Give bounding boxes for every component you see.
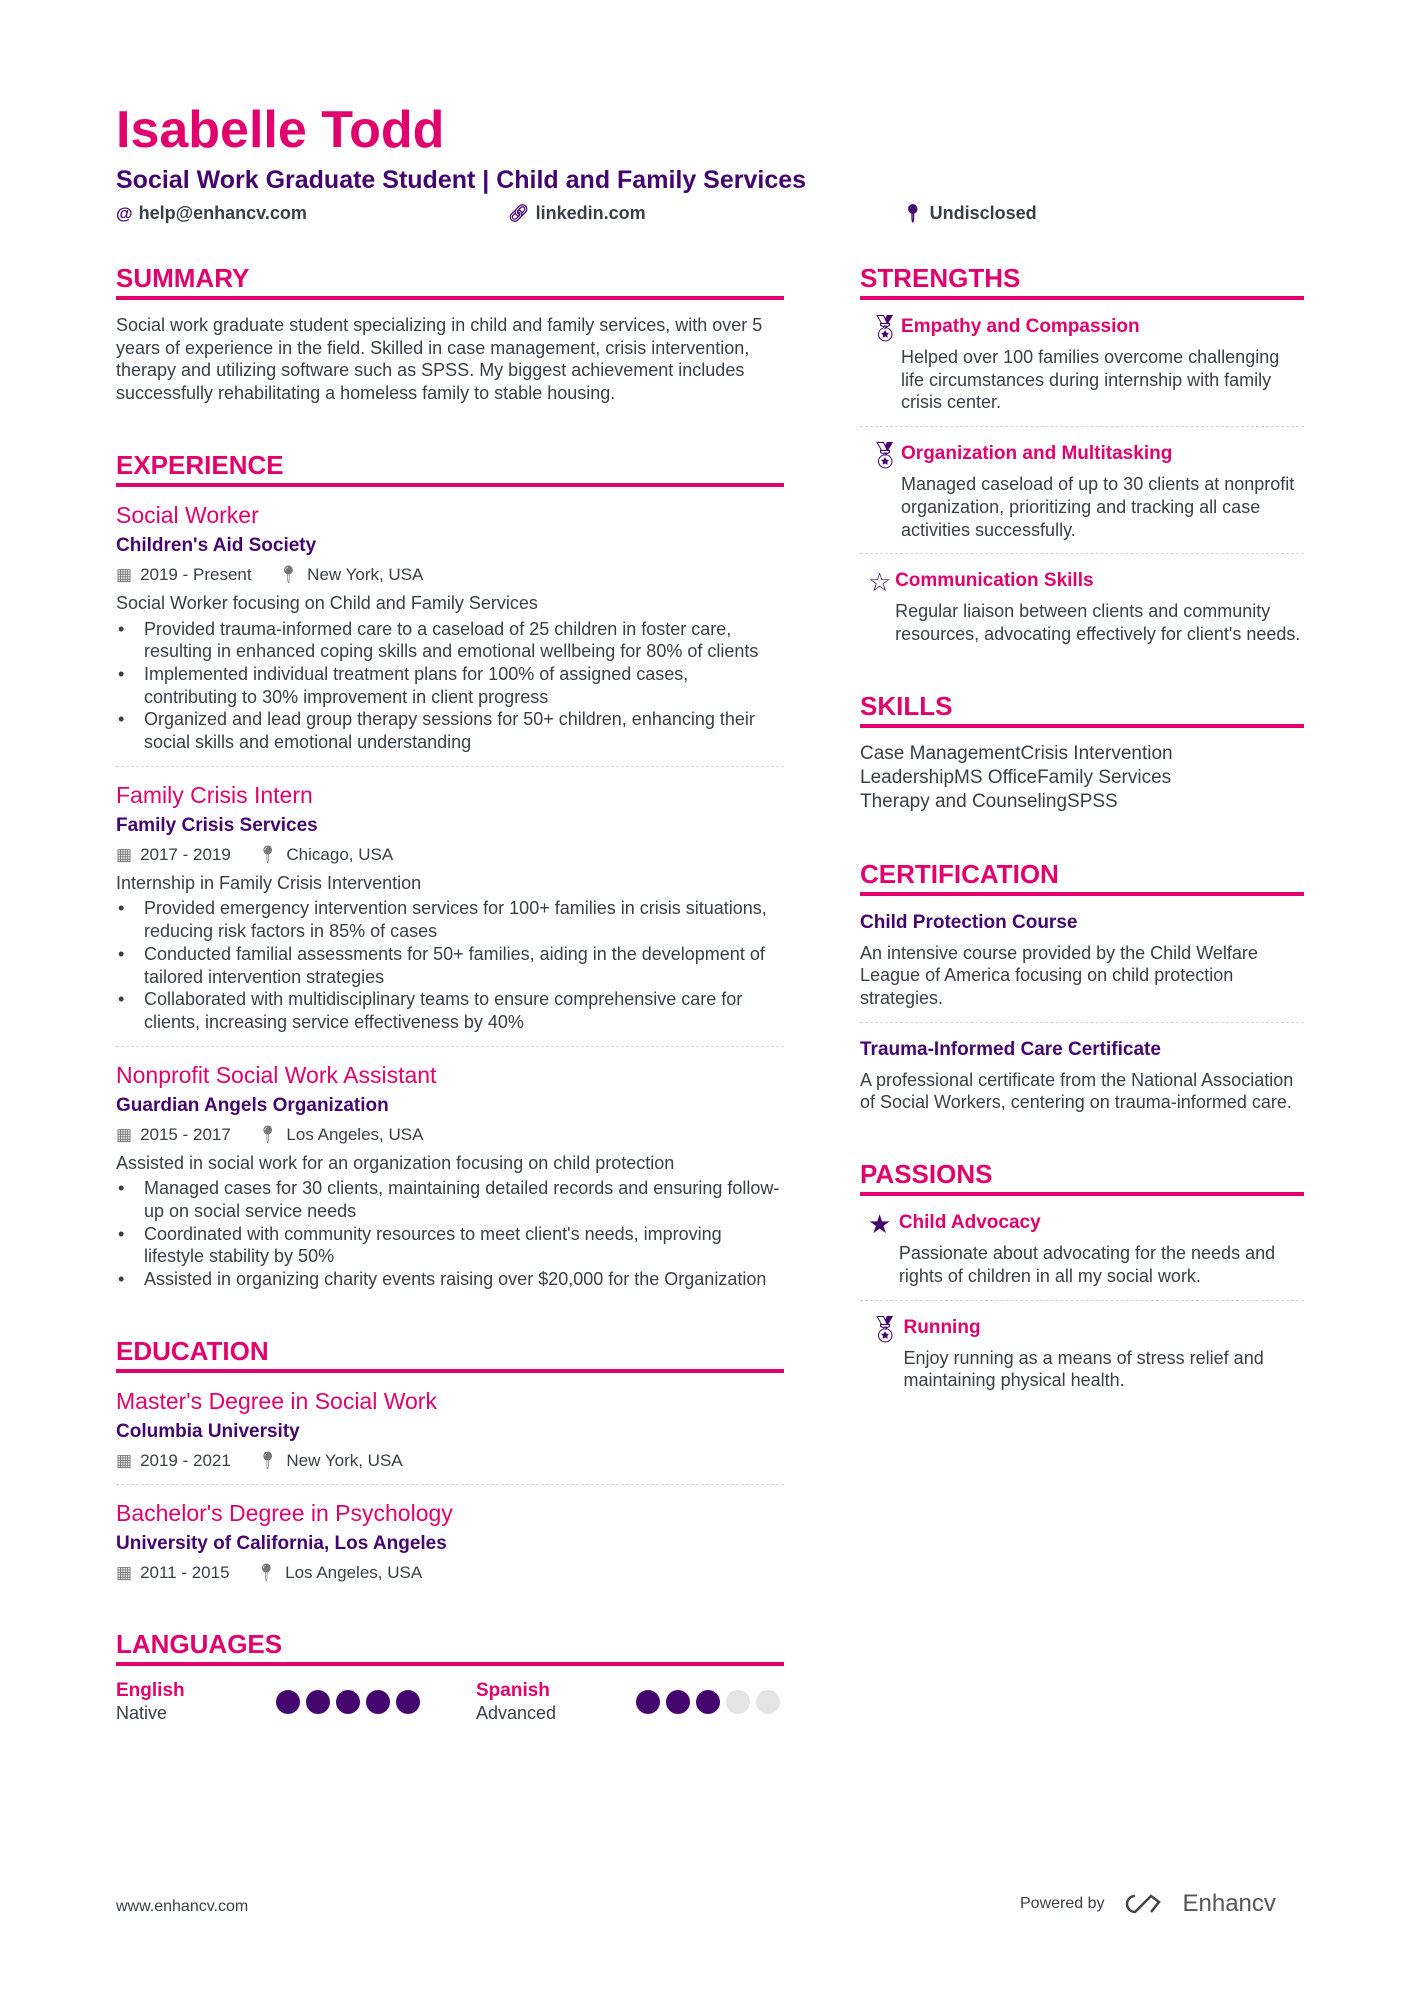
experience-item xyxy=(116,501,784,754)
bullet-item: • Managed cases for 30 clients, maintaining detailed records and ensuring follow-up on social service needs xyxy=(116,1177,784,1222)
job-location: Chicago, USA xyxy=(286,844,394,864)
location-pin-icon: 📍︎ xyxy=(256,1450,279,1470)
job-description: Internship in Family Crisis Intervention xyxy=(116,872,422,893)
item-description: Helped over 100 families overcome challenging life circumstances during internship with family crisis center. xyxy=(901,347,1280,413)
certification-section xyxy=(860,858,1304,1115)
job-meta xyxy=(116,844,784,866)
job-role: Family Crisis Intern xyxy=(116,781,313,808)
language-name: English xyxy=(116,1679,185,1701)
rating-dot xyxy=(666,1690,690,1714)
contact-link[interactable] xyxy=(508,203,902,224)
job-role: Nonprofit Social Work Assistant xyxy=(116,1061,437,1088)
right-column xyxy=(860,262,1304,1436)
skills-line: Therapy and CounselingSPSS xyxy=(860,790,1118,812)
section-heading: SKILLS xyxy=(860,690,1304,728)
experience-section xyxy=(116,449,784,1291)
bullet-item: • Organized and lead group therapy sessions for 50+ children, enhancing their social skills and emotional understanding xyxy=(116,708,784,753)
job-bullets xyxy=(116,1177,784,1291)
rating-dot xyxy=(756,1690,780,1714)
location-pin-icon: 📍︎ xyxy=(256,1124,279,1144)
rating-dot xyxy=(336,1690,360,1714)
education-location: Los Angeles, USA xyxy=(285,1562,423,1582)
section-heading: EXPERIENCE xyxy=(116,449,784,487)
calendar-icon: ▦ xyxy=(116,1450,133,1470)
language-rating xyxy=(276,1690,420,1714)
strengths-section xyxy=(860,262,1304,646)
contact-info xyxy=(116,203,1306,224)
education-dates: 2011 - 2015 xyxy=(140,1562,230,1582)
skills-line: Case ManagementCrisis Intervention xyxy=(860,742,1173,764)
rating-dot xyxy=(696,1690,720,1714)
bullet-item: • Assisted in organizing charity events raising over $20,000 for the Organization xyxy=(116,1268,784,1291)
calendar-icon: ▦ xyxy=(116,1124,133,1144)
school-name: Columbia University xyxy=(116,1420,300,1442)
certification-description: An intensive course provided by the Child Welfare League of America focusing on child protection strategies. xyxy=(860,942,1258,1009)
job-bullets xyxy=(116,618,784,754)
language-item xyxy=(476,1680,784,1725)
bullet-item: • Provided trauma-informed care to a caseload of 25 children in foster care, resulting in enhanced coping skills and emotional wellbeing for 80% of clients xyxy=(116,618,784,663)
divider xyxy=(860,1022,1304,1023)
contact-email[interactable] xyxy=(116,203,508,224)
skills-section xyxy=(860,690,1304,814)
link-text: linkedin.com xyxy=(535,203,646,223)
calendar-icon: ▦ xyxy=(116,844,133,864)
passions-item xyxy=(860,1315,1304,1392)
job-location: New York, USA xyxy=(307,564,424,584)
bullet-item: • Coordinated with community resources to meet client's needs, improving lifestyle stability by 50% xyxy=(116,1223,784,1268)
item-title: Communication Skills xyxy=(895,570,1094,592)
job-location: Los Angeles, USA xyxy=(286,1124,424,1144)
section-heading: CERTIFICATION xyxy=(860,858,1304,896)
award-icon: 🏅︎ xyxy=(868,1313,902,1344)
job-role: Social Worker xyxy=(116,501,259,528)
experience-item xyxy=(116,766,784,1034)
certification-description: A professional certificate from the National Association of Social Workers, centering on trauma-informed care. xyxy=(860,1069,1294,1113)
education-dates: 2019 - 2021 xyxy=(140,1450,231,1470)
job-description: Assisted in social work for an organization focusing on child protection xyxy=(116,1152,675,1173)
job-bullets xyxy=(116,897,784,1033)
strengths-item xyxy=(860,441,1304,541)
calendar-icon: ▦ xyxy=(116,1562,133,1582)
section-heading: STRENGTHS xyxy=(860,262,1304,300)
languages-section xyxy=(116,1628,784,1725)
job-dates: 2019 - Present xyxy=(140,564,252,584)
contact-location xyxy=(902,203,1037,224)
language-level: Native xyxy=(116,1702,168,1723)
item-description: Enjoy running as a means of stress relief and maintaining physical health. xyxy=(903,1347,1264,1391)
education-location: New York, USA xyxy=(286,1450,403,1470)
strengths-item xyxy=(860,568,1304,645)
education-item xyxy=(116,1387,784,1472)
section-heading: EDUCATION xyxy=(116,1335,784,1373)
job-dates: 2015 - 2017 xyxy=(140,1124,231,1144)
divider xyxy=(116,766,784,767)
education-meta xyxy=(116,1562,784,1584)
footer-branding xyxy=(1020,1890,1276,1918)
location-pin-icon: 📍︎ xyxy=(277,564,300,584)
school-name: University of California, Los Angeles xyxy=(116,1532,447,1554)
bullet-item: • Collaborated with multidisciplinary teams to ensure comprehensive care for clients, increasing service effectiveness by 40% xyxy=(116,988,784,1033)
email-text: help@enhancv.com xyxy=(138,203,307,223)
rating-dot xyxy=(276,1690,300,1714)
education-section xyxy=(116,1335,784,1584)
certification-title: Trauma-Informed Care Certificate xyxy=(860,1038,1161,1060)
language-name: Spanish xyxy=(476,1679,550,1701)
certification-title: Child Protection Course xyxy=(860,911,1078,933)
strengths-item xyxy=(860,314,1304,414)
divider xyxy=(116,1046,784,1047)
rating-dot xyxy=(396,1690,420,1714)
item-title: Empathy and Compassion xyxy=(901,316,1140,337)
language-item xyxy=(116,1680,476,1725)
footer-website[interactable]: www.enhancv.com xyxy=(116,1898,249,1915)
item-description: Managed caseload of up to 30 clients at nonprofit organization, prioritizing and tracking all case activities successfully. xyxy=(901,474,1295,540)
rating-dot xyxy=(726,1690,750,1714)
job-description: Social Worker focusing on Child and Family Services xyxy=(116,592,538,613)
skills-line: LeadershipMS OfficeFamily Services xyxy=(860,766,1172,788)
summary-text: Social work graduate student specializing in child and family services, with over 5 years of experience in the field. Skilled in case management, crisis intervention, therapy and utilizing software such as SPSS. My biggest achievement includes successfully rehabilitating a homeless family to stable housing. xyxy=(116,315,763,404)
language-rating xyxy=(636,1690,780,1714)
passions-item xyxy=(860,1210,1304,1287)
bullet-item: • Implemented individual treatment plans for 100% of assigned cases, contributing to 30% improvement in client progress xyxy=(116,663,784,708)
rating-dot xyxy=(306,1690,330,1714)
item-description: Passionate about advocating for the needs and rights of children in all my social work. xyxy=(898,1243,1276,1286)
rating-dot xyxy=(366,1690,390,1714)
candidate-title: Social Work Graduate Student | Child and Family Services xyxy=(116,166,807,194)
at-icon: @ xyxy=(116,203,133,223)
powered-by-text: Powered by xyxy=(1020,1895,1105,1912)
divider xyxy=(860,1300,1304,1301)
divider xyxy=(860,426,1304,427)
item-title: Running xyxy=(903,1316,981,1338)
certification-item xyxy=(860,910,1304,1010)
item-title: Child Advocacy xyxy=(898,1212,1041,1234)
item-title: Organization and Multitasking xyxy=(901,443,1173,465)
language-level: Advanced xyxy=(476,1702,557,1723)
location-text: Undisclosed xyxy=(929,203,1037,223)
half-star-icon: ★ xyxy=(868,1209,892,1240)
link-icon: 🔗︎ xyxy=(508,203,530,223)
section-heading: PASSIONS xyxy=(860,1158,1304,1196)
summary-section xyxy=(116,262,784,405)
job-dates: 2017 - 2019 xyxy=(140,844,231,864)
award-icon: 🏅︎ xyxy=(868,313,902,343)
certification-item xyxy=(860,1037,1304,1114)
job-meta xyxy=(116,564,784,586)
item-description: Regular liaison between clients and community resources, advocating effectively for client's needs. xyxy=(895,601,1301,644)
award-icon: 🏅︎ xyxy=(868,440,902,471)
company-name: Guardian Angels Organization xyxy=(116,1094,389,1116)
section-heading: LANGUAGES xyxy=(116,1628,784,1666)
location-pin-icon: 📍︎ xyxy=(255,1562,278,1582)
company-name: Children's Aid Society xyxy=(116,534,317,556)
location-pin-icon: 📍︎ xyxy=(256,844,279,864)
divider xyxy=(116,1484,784,1485)
candidate-name: Isabelle Todd xyxy=(116,101,445,159)
section-heading: SUMMARY xyxy=(116,262,784,300)
brand-name: Enhancv xyxy=(1182,1890,1276,1917)
bullet-item: • Conducted familial assessments for 50+ families, aiding in the development of tailored intervention strategies xyxy=(116,943,784,988)
degree: Master's Degree in Social Work xyxy=(116,1387,437,1414)
degree: Bachelor's Degree in Psychology xyxy=(116,1499,453,1526)
bullet-item: • Provided emergency intervention services for 100+ families in crisis situations, reducing risk factors in 85% of cases xyxy=(116,897,784,942)
company-name: Family Crisis Services xyxy=(116,814,318,836)
location-pin-icon: 📍︎ xyxy=(902,203,924,223)
passions-section xyxy=(860,1158,1304,1392)
education-item xyxy=(116,1484,784,1584)
divider xyxy=(860,553,1304,554)
rating-dot xyxy=(636,1690,660,1714)
experience-item xyxy=(116,1046,784,1291)
star-icon: ☆ xyxy=(868,567,892,598)
resume-header xyxy=(116,100,1306,224)
education-meta xyxy=(116,1450,784,1472)
calendar-icon: ▦ xyxy=(116,564,133,584)
enhancv-logo-icon xyxy=(1121,1892,1167,1916)
job-meta xyxy=(116,1124,784,1146)
left-column xyxy=(116,262,784,1769)
